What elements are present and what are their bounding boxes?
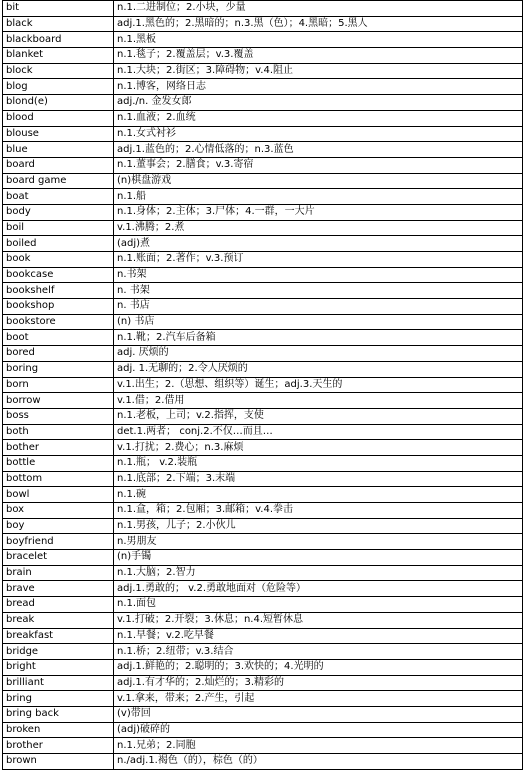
definition-cell: n.1.大脑；2.智力 <box>114 565 523 581</box>
word-cell: break <box>3 612 114 628</box>
word-cell: bookstore <box>3 314 114 330</box>
definition-cell: n.1.女式衬衫 <box>114 126 523 142</box>
table-row <box>3 408 523 424</box>
word-cell: bring back <box>3 706 114 722</box>
word-cell: bring <box>3 691 114 707</box>
table-row <box>3 204 523 220</box>
definition-cell: n.1.老板，上司；v.2.指挥，支使 <box>114 408 523 424</box>
definition-cell: (v)带回 <box>114 706 523 722</box>
word-cell: blackboard <box>3 32 114 48</box>
table-row <box>3 738 523 754</box>
definition-cell: v.1.拿来，带来；2.产生，引起 <box>114 691 523 707</box>
table-row <box>3 550 523 566</box>
word-cell: brother <box>3 738 114 754</box>
word-cell: bottom <box>3 471 114 487</box>
word-cell: boil <box>3 220 114 236</box>
word-cell: boot <box>3 330 114 346</box>
table-row <box>3 455 523 471</box>
word-cell: brave <box>3 581 114 597</box>
definition-cell: n.男朋友 <box>114 534 523 550</box>
definition-cell: (n)手镯 <box>114 550 523 566</box>
word-cell: borrow <box>3 393 114 409</box>
word-cell: boiled <box>3 236 114 252</box>
word-cell: bored <box>3 346 114 362</box>
definition-cell: adj. 厌烦的 <box>114 346 523 362</box>
definition-cell: v.1.打破；2.开裂；3.休息；n.4.短暂休息 <box>114 612 523 628</box>
vocabulary-page <box>2 0 523 770</box>
word-cell: bit <box>3 1 114 17</box>
table-row <box>3 675 523 691</box>
definition-cell: adj.1.勇敢的； v.2.勇敢地面对（危险等） <box>114 581 523 597</box>
table-row <box>3 644 523 660</box>
table-row <box>3 283 523 299</box>
vocabulary-table-body <box>3 1 523 770</box>
table-row <box>3 267 523 283</box>
table-row <box>3 534 523 550</box>
definition-cell: n.1.碗 <box>114 487 523 503</box>
word-cell: bowl <box>3 487 114 503</box>
word-cell: bridge <box>3 644 114 660</box>
definition-cell: v.1.沸腾；2.煮 <box>114 220 523 236</box>
table-row <box>3 361 523 377</box>
word-cell: book <box>3 252 114 268</box>
word-cell: blouse <box>3 126 114 142</box>
definition-cell: n.1.靴；2.汽车后备箱 <box>114 330 523 346</box>
definition-cell: adj. 1.无聊的；2.令人厌烦的 <box>114 361 523 377</box>
definition-cell: n.1.桥；2.纽带；v.3.结合 <box>114 644 523 660</box>
table-row <box>3 565 523 581</box>
definition-cell: n.1.底部；2.下端；3.末端 <box>114 471 523 487</box>
definition-cell: n.1.账面；2.著作；v.3.预订 <box>114 252 523 268</box>
table-row <box>3 252 523 268</box>
word-cell: bookshop <box>3 299 114 315</box>
word-cell: broken <box>3 722 114 738</box>
definition-cell: adj.1.鲜艳的；2.聪明的；3.欢快的；4.光明的 <box>114 659 523 675</box>
table-row <box>3 157 523 173</box>
word-cell: boat <box>3 189 114 205</box>
word-cell: brown <box>3 754 114 770</box>
word-cell: body <box>3 204 114 220</box>
definition-cell: n.1.男孩，儿子；2.小伙儿 <box>114 518 523 534</box>
word-cell: bracelet <box>3 550 114 566</box>
table-row <box>3 659 523 675</box>
table-row <box>3 612 523 628</box>
table-row <box>3 597 523 613</box>
definition-cell: n.1.毯子；2.覆盖层；v.3.覆盖 <box>114 48 523 64</box>
table-row <box>3 142 523 158</box>
table-row <box>3 236 523 252</box>
word-cell: born <box>3 377 114 393</box>
definition-cell: n.1.身体；2.主体；3.尸体；4.一群，一大片 <box>114 204 523 220</box>
word-cell: boyfriend <box>3 534 114 550</box>
word-cell: blanket <box>3 48 114 64</box>
definition-cell: n.1.盒，箱；2.包厢；3.邮箱；v.4.拳击 <box>114 503 523 519</box>
definition-cell: n.1.面包 <box>114 597 523 613</box>
definition-cell: n.1.大块；2.街区；3.障碍物；v.4.阻止 <box>114 63 523 79</box>
definition-cell: n.1.船 <box>114 189 523 205</box>
definition-cell: (n) 书店 <box>114 314 523 330</box>
definition-cell: det.1.两者； conj.2.不仅…而且… <box>114 424 523 440</box>
table-row <box>3 581 523 597</box>
table-row <box>3 1 523 17</box>
word-cell: boss <box>3 408 114 424</box>
word-cell: board game <box>3 173 114 189</box>
table-row <box>3 314 523 330</box>
word-cell: boring <box>3 361 114 377</box>
word-cell: bottle <box>3 455 114 471</box>
definition-cell: n.1.血液；2.血统 <box>114 110 523 126</box>
table-row <box>3 299 523 315</box>
word-cell: blue <box>3 142 114 158</box>
word-cell: breakfast <box>3 628 114 644</box>
definition-cell: n.1.二进制位；2.小块，少量 <box>114 1 523 17</box>
table-row <box>3 63 523 79</box>
table-row <box>3 95 523 111</box>
definition-cell: n.1.博客，网络日志 <box>114 79 523 95</box>
word-cell: bookcase <box>3 267 114 283</box>
definition-cell: adj.1.有才华的；2.灿烂的；3.精彩的 <box>114 675 523 691</box>
word-cell: both <box>3 424 114 440</box>
table-row <box>3 754 523 770</box>
word-cell: bookshelf <box>3 283 114 299</box>
table-row <box>3 424 523 440</box>
table-row <box>3 16 523 32</box>
table-row <box>3 110 523 126</box>
table-row <box>3 48 523 64</box>
word-cell: blog <box>3 79 114 95</box>
table-row <box>3 503 523 519</box>
definition-cell: v.1.借；2.借用 <box>114 393 523 409</box>
definition-cell: n.1.董事会；2.膳食；v.3.寄宿 <box>114 157 523 173</box>
word-cell: board <box>3 157 114 173</box>
word-cell: block <box>3 63 114 79</box>
word-cell: boy <box>3 518 114 534</box>
table-row <box>3 79 523 95</box>
table-row <box>3 126 523 142</box>
definition-cell: n./adj.1.褐色（的），棕色（的） <box>114 754 523 770</box>
definition-cell: n. 书架 <box>114 283 523 299</box>
word-cell: bother <box>3 440 114 456</box>
definition-cell: n.书架 <box>114 267 523 283</box>
definition-cell: n.1.黑板 <box>114 32 523 48</box>
table-row <box>3 189 523 205</box>
table-row <box>3 440 523 456</box>
table-row <box>3 518 523 534</box>
definition-cell: adj./n. 金发女郎 <box>114 95 523 111</box>
table-row <box>3 377 523 393</box>
word-cell: blond(e) <box>3 95 114 111</box>
table-row <box>3 691 523 707</box>
definition-cell: adj.1.蓝色的；2.心情低落的；n.3.蓝色 <box>114 142 523 158</box>
table-row <box>3 393 523 409</box>
word-cell: box <box>3 503 114 519</box>
vocabulary-table <box>2 0 523 770</box>
definition-cell: n.1.兄弟；2.同胞 <box>114 738 523 754</box>
table-row <box>3 487 523 503</box>
word-cell: brain <box>3 565 114 581</box>
table-row <box>3 628 523 644</box>
definition-cell: n. 书店 <box>114 299 523 315</box>
table-row <box>3 471 523 487</box>
word-cell: bright <box>3 659 114 675</box>
table-row <box>3 706 523 722</box>
table-row <box>3 173 523 189</box>
definition-cell: adj.1.黑色的；2.黑暗的；n.3.黑（色）；4.黑暗；5.黑人 <box>114 16 523 32</box>
word-cell: brilliant <box>3 675 114 691</box>
definition-cell: v.1.出生；2.（思想、组织等）诞生；adj.3.天生的 <box>114 377 523 393</box>
definition-cell: (adj)煮 <box>114 236 523 252</box>
definition-cell: (n)棋盘游戏 <box>114 173 523 189</box>
definition-cell: (adj)破碎的 <box>114 722 523 738</box>
definition-cell: n.1.瓶； v.2.装瓶 <box>114 455 523 471</box>
definition-cell: v.1.打扰；2.费心；n.3.麻烦 <box>114 440 523 456</box>
word-cell: black <box>3 16 114 32</box>
definition-cell: n.1.早餐；v.2.吃早餐 <box>114 628 523 644</box>
word-cell: blood <box>3 110 114 126</box>
table-row <box>3 32 523 48</box>
word-cell: bread <box>3 597 114 613</box>
table-row <box>3 220 523 236</box>
table-row <box>3 346 523 362</box>
table-row <box>3 330 523 346</box>
table-row <box>3 722 523 738</box>
